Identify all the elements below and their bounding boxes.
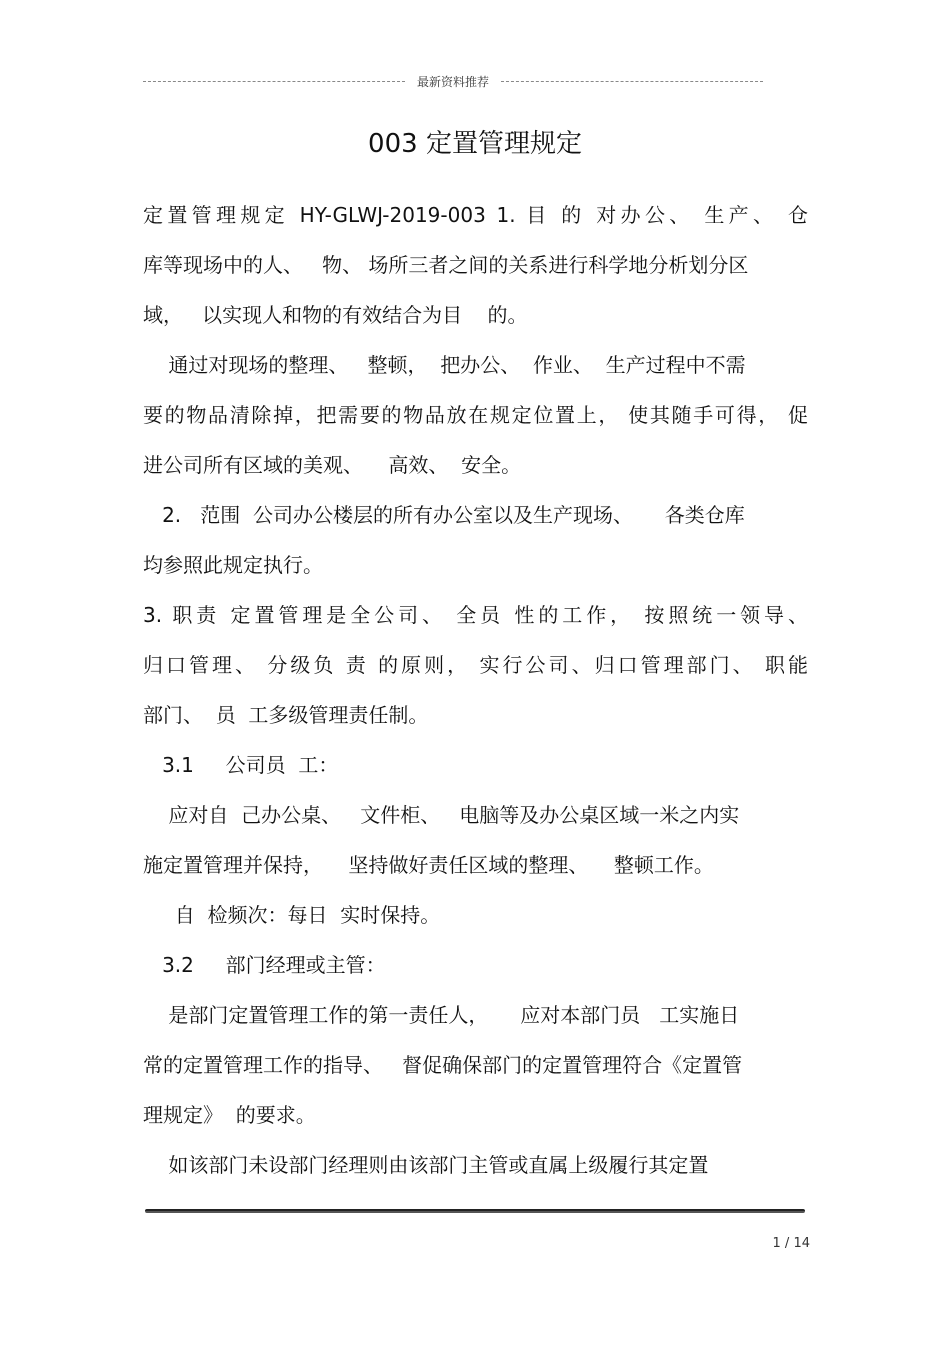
body-line: 自 检频次：每日 实时保持。 <box>143 903 441 927</box>
page-header <box>143 70 763 92</box>
body-line: 均参照此规定执行。 <box>143 553 323 577</box>
document-title: 003 定置管理规定 <box>368 129 582 159</box>
body-line: 理规定》 的要求。 <box>143 1103 316 1127</box>
page-number: 1 / 14 <box>772 1236 810 1251</box>
body-line: 3.2 部门经理或主管： <box>143 953 386 977</box>
body-line: 应对自 己办公桌、 文件柜、 电脑等及办公桌区域一米之内实 <box>143 803 740 827</box>
body-line: 库等现场中的人、 物、 场所三者之间的关系进行科学地分析划分区 <box>143 253 749 277</box>
body-line: 归口管理、 分级负 责 的原则， 实行公司、归口管理部门、 职能 <box>143 653 808 677</box>
body-line: 要的物品清除掉，把需要的物品放在规定位置上， 使其随手可得， 促 <box>143 403 808 427</box>
body-line: 3. 职责 定置管理是全公司、 全员 性的工作， 按照统一领导、 <box>143 603 808 627</box>
body-line: 进公司所有区域的美观、 高效、 安全。 <box>143 453 522 477</box>
footer-rule <box>145 1209 805 1213</box>
body-line: 部门、 员 工多级管理责任制。 <box>143 703 429 727</box>
body-line: 是部门定置管理工作的第一责任人， 应对本部门员 工实施日 <box>143 1003 740 1027</box>
body-line: 定置管理规定 HY-GLWJ-2019-003 1. 目 的 对办公、 生产、 仓 <box>143 203 808 227</box>
header-dash-right <box>501 81 763 82</box>
body-line: 域， 以实现人和物的有效结合为目 的。 <box>143 303 528 327</box>
body-line: 施定置管理并保持， 坚持做好责任区域的整理、 整顿工作。 <box>143 853 714 877</box>
body-line: 常的定置管理工作的指导、 督促确保部门的定置管理符合《定置管 <box>143 1053 743 1077</box>
header-label: 最新资料推荐 <box>417 74 490 89</box>
body-line: 2. 范围 公司办公楼层的所有办公室以及生产现场、 各类仓库 <box>143 503 745 527</box>
header-dash-left <box>143 81 405 82</box>
body-line: 3.1 公司员 工： <box>143 753 339 777</box>
body-line: 通过对现场的整理、 整顿， 把办公、 作业、 生产过程中不需 <box>143 353 746 377</box>
body-line: 如该部门未设部门经理则由该部门主管或直属上级履行其定置 <box>143 1153 709 1177</box>
